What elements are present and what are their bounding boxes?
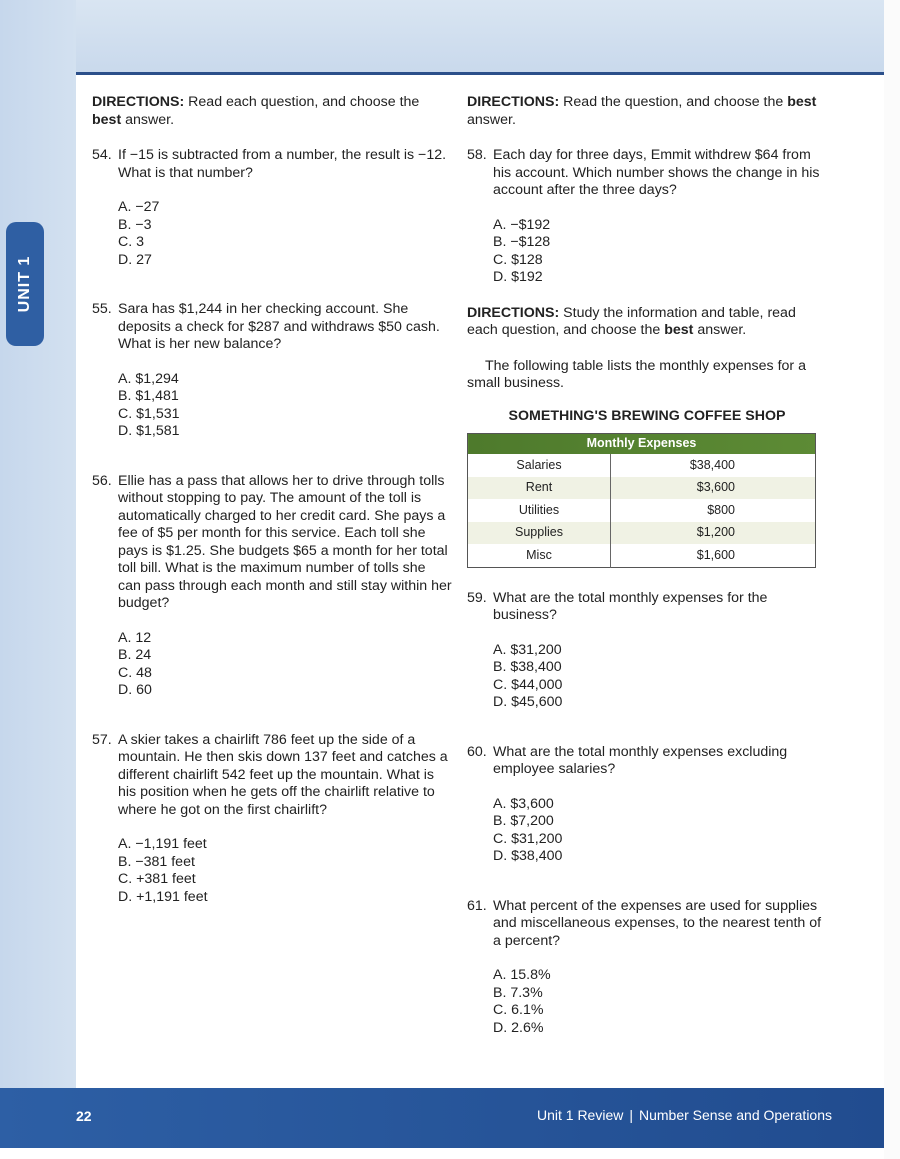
expense-amount: $1,200 [611, 522, 816, 545]
question-60 [467, 744, 827, 866]
question-text: Each day for three days, Emmit withdrew $64 from his account. Which number shows the change in his account after the three days? [493, 147, 820, 198]
left-column [92, 94, 452, 920]
answer-choices [118, 836, 452, 906]
directions-label: DIRECTIONS: [467, 94, 560, 110]
directions-text-end: answer. [125, 111, 175, 128]
answer-a[interactable]: A. −1,191 feet [118, 836, 207, 852]
answer-a[interactable]: A. 12 [118, 629, 152, 646]
directions-emphasis: best [92, 111, 122, 128]
answer-b[interactable]: B. $38,400 [493, 659, 562, 675]
question-61 [467, 898, 827, 1038]
answer-a[interactable]: A. 15.8% [493, 967, 551, 983]
question-text: A skier takes a chairlift 786 feet up the side of a mountain. He then skis down 137 feet and catches a different chairlift 542 feet up the mountain. What is his position when he gets off the chairlift relative to where he got on the first chairlift? [118, 731, 448, 818]
expense-category: Utilities [468, 499, 611, 522]
directions-text-end: answer. [467, 111, 516, 128]
answer-c[interactable]: C. $1,531 [118, 405, 180, 422]
answer-choices [493, 796, 827, 866]
page-number: 22 [76, 1108, 92, 1124]
directions-text: Read the question, and choose the [563, 94, 784, 110]
left-margin-band [0, 0, 76, 1092]
expense-amount: $800 [707, 502, 735, 517]
unit-tab-label: UNIT 1 [16, 255, 33, 313]
answer-d[interactable]: D. 60 [118, 682, 152, 698]
answer-a[interactable]: A. −$192 [493, 216, 551, 233]
question-54 [92, 147, 452, 269]
right-column [467, 94, 827, 1051]
directions-text: Study the information and table, read each question, and choose the [467, 304, 796, 338]
question-number: 58. [467, 147, 487, 163]
answer-choices [493, 642, 827, 712]
directions-emphasis: best [787, 94, 817, 110]
table-row [468, 522, 816, 545]
expense-category: Rent [468, 477, 611, 500]
answer-c[interactable]: C. 6.1% [493, 1002, 544, 1018]
answer-d[interactable]: D. +1,191 feet [118, 888, 208, 905]
answer-c[interactable]: C. 3 [118, 234, 145, 250]
expense-amount: $3,600 [611, 477, 816, 500]
answer-c[interactable]: C. $44,000 [493, 676, 563, 693]
table-row [468, 454, 816, 477]
answer-c[interactable]: C. 48 [118, 664, 152, 681]
answer-a[interactable]: A. −27 [118, 199, 160, 215]
question-number: 55. [92, 301, 112, 317]
answer-c[interactable]: C. $128 [493, 251, 543, 268]
question-number: 61. [467, 897, 487, 914]
answer-choices [493, 967, 827, 1037]
answer-d[interactable]: D. $1,581 [118, 423, 180, 439]
answer-d[interactable]: D. $45,600 [493, 694, 563, 710]
table-row [468, 477, 816, 500]
question-text: What are the total monthly expenses for the business? [493, 589, 768, 623]
question-text: If −15 is subtracted from a number, the result is −12. What is that number? [118, 147, 447, 181]
answer-b[interactable]: B. −3 [118, 216, 152, 233]
table-title: SOMETHING'S BREWING COFFEE SHOP [508, 407, 786, 424]
question-number: 59. [467, 589, 487, 606]
answer-c[interactable]: C. $31,200 [493, 830, 563, 847]
question-56 [92, 473, 452, 700]
directions [92, 94, 452, 129]
header-band [0, 0, 884, 72]
footer-section: Unit 1 Review [536, 1107, 624, 1123]
answer-b[interactable]: B. $7,200 [493, 813, 554, 829]
answer-b[interactable]: B. $1,481 [118, 388, 179, 404]
table-intro: The following table lists the monthly expenses for a small business. [467, 357, 806, 391]
answer-choices [118, 630, 452, 700]
table-row [468, 499, 816, 522]
answer-choices [493, 217, 827, 287]
header-rule [76, 72, 884, 75]
question-text: What percent of the expenses are used for supplies and miscellaneous expenses, to the nearest tenth of a percent? [493, 897, 822, 949]
answer-choices [118, 371, 452, 441]
footer-title [537, 1107, 832, 1123]
answer-d[interactable]: D. $192 [493, 269, 543, 285]
answer-a[interactable]: A. $3,600 [493, 795, 554, 812]
expense-category: Supplies [468, 522, 611, 545]
directions-text: Read each question, and choose the [188, 94, 420, 110]
answer-d[interactable]: D. 2.6% [493, 1019, 544, 1036]
page-edge [884, 0, 900, 1159]
question-text: Sara has $1,244 in her checking account. She deposits a check for $287 and withdraws $50 cash. What is her new balance? [118, 301, 440, 352]
answer-b[interactable]: B. 7.3% [493, 984, 543, 1001]
expenses-table [467, 433, 816, 568]
question-text: What are the total monthly expenses excluding employee salaries? [493, 743, 788, 777]
answer-choices [118, 199, 452, 269]
answer-a[interactable]: A. $31,200 [493, 641, 562, 658]
answer-c[interactable]: C. +381 feet [118, 871, 196, 887]
question-number: 57. [92, 731, 112, 748]
answer-d[interactable]: D. 27 [118, 251, 152, 268]
answer-a[interactable]: A. $1,294 [118, 370, 179, 387]
question-number: 54. [92, 147, 112, 163]
expense-amount: $38,400 [689, 457, 735, 472]
unit-tab [6, 222, 44, 346]
expense-category: Salaries [468, 454, 611, 477]
directions-table [467, 305, 827, 340]
table-header: Monthly Expenses [468, 434, 816, 455]
answer-b[interactable]: B. 24 [118, 647, 152, 663]
table-row [468, 544, 816, 567]
question-57 [92, 732, 452, 907]
question-59 [467, 590, 827, 712]
question-58 [467, 147, 827, 287]
directions-label: DIRECTIONS: [92, 94, 185, 110]
question-55 [92, 301, 452, 441]
expense-category: Misc [468, 544, 611, 567]
question-number: 60. [467, 743, 487, 760]
expense-amount: $1,600 [696, 547, 735, 562]
footer-separator: | [629, 1107, 633, 1123]
directions-emphasis: best [664, 322, 694, 338]
directions [467, 94, 827, 129]
directions-label: DIRECTIONS: [467, 304, 560, 321]
question-number: 56. [92, 472, 112, 489]
directions-text-end: answer. [697, 322, 747, 338]
question-text: Ellie has a pass that allows her to drive through tolls without stopping to pay. The amount of the toll is automatically charged to her credit card. She pays a fee of $5 per month for this service. Each toll she pays is $1.25. She budgets $65 a month for her total toll bill. What is the maximum number of tolls she can pass through each month and still stay within her budget? [118, 472, 452, 611]
answer-b[interactable]: B. −381 feet [118, 853, 195, 870]
footer-topic: Number Sense and Operations [639, 1107, 832, 1123]
answer-d[interactable]: D. $38,400 [493, 848, 563, 864]
answer-b[interactable]: B. −$128 [493, 234, 551, 250]
